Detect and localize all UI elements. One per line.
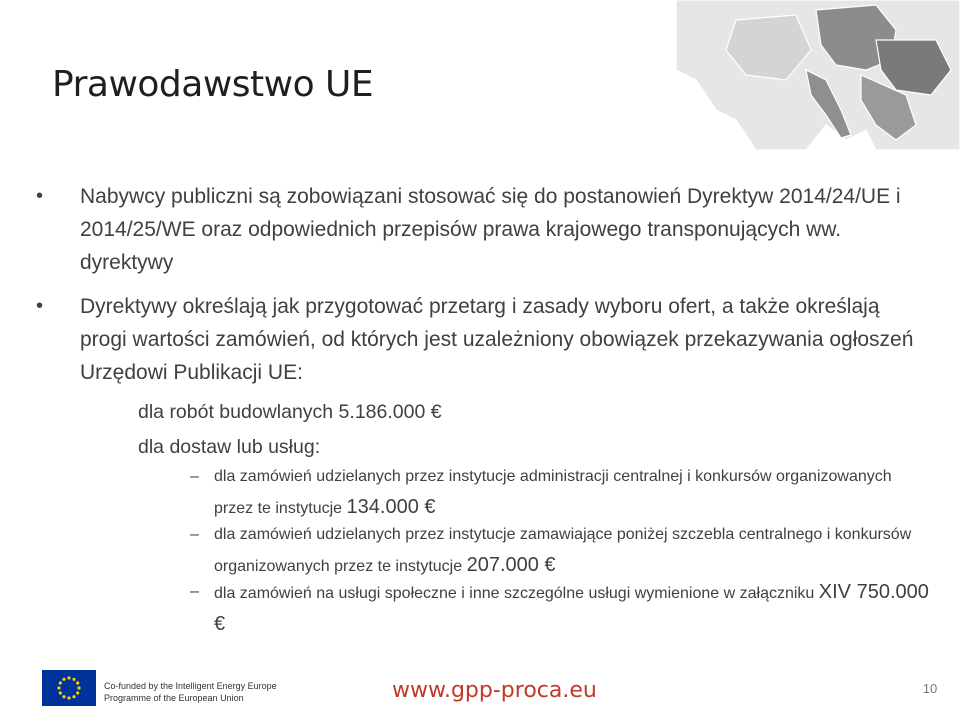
bullet-icon: • — [36, 185, 44, 207]
bullet-icon: • — [36, 295, 44, 317]
dash-icon: – — [190, 468, 199, 485]
page-title: Prawodawstwo UE — [52, 64, 374, 105]
threshold-subcentral-amount: 207.000 € — [466, 554, 556, 576]
cofunded-line-1: Co-funded by the Intelligent Energy Europe — [104, 681, 277, 691]
dash-icon: – — [190, 526, 199, 543]
dash-icon: – — [190, 583, 199, 600]
threshold-social-amount: XIV 750.000 € — [214, 581, 929, 635]
bullet-item-directives — [36, 180, 916, 279]
threshold-central-text: dla zamówień udzielanych przez instytucje administracji centralnej i konkursów organizowanych przez te instytucje — [214, 468, 892, 517]
bullet-item-thresholds — [36, 290, 916, 389]
threshold-central-item — [190, 462, 930, 524]
cofunded-note — [104, 680, 304, 704]
bullet-text: Dyrektywy określają jak przygotować przetarg i zasady wyboru ofert, a także określają progi wartości zamówień, od których jest uzależniony obowiązek przekazywania ogłoszeń Urzędowi Publikacji UE: — [80, 295, 914, 384]
eu-flag-icon — [42, 670, 96, 706]
europe-map — [676, 0, 960, 150]
page-number: 10 — [922, 681, 938, 696]
threshold-supplies-heading: dla dostaw lub usług: — [138, 436, 321, 458]
threshold-works: dla robót budowlanych 5.186.000 € — [138, 401, 442, 423]
threshold-central-amount: 134.000 € — [346, 496, 436, 518]
threshold-social-text: dla zamówień na usługi społeczne i inne szczególne usługi wymienione w załączniku — [214, 585, 815, 602]
threshold-subcentral-item — [190, 520, 930, 582]
cofunded-line-2: Programme of the European Union — [104, 693, 244, 703]
website-link[interactable]: www.gpp-proca.eu — [392, 678, 597, 703]
threshold-subcentral-text: dla zamówień udzielanych przez instytucje zamawiające poniżej szczebla centralnego i konkursów organizowanych przez te instytucje — [214, 526, 912, 575]
bullet-text: Nabywcy publiczni są zobowiązani stosować się do postanowień Dyrektyw 2014/24/UE i 2014/25/WE oraz odpowiednich przepisów prawa krajowego transponujących ww. dyrektywy — [80, 185, 901, 274]
threshold-social-item — [190, 577, 930, 641]
